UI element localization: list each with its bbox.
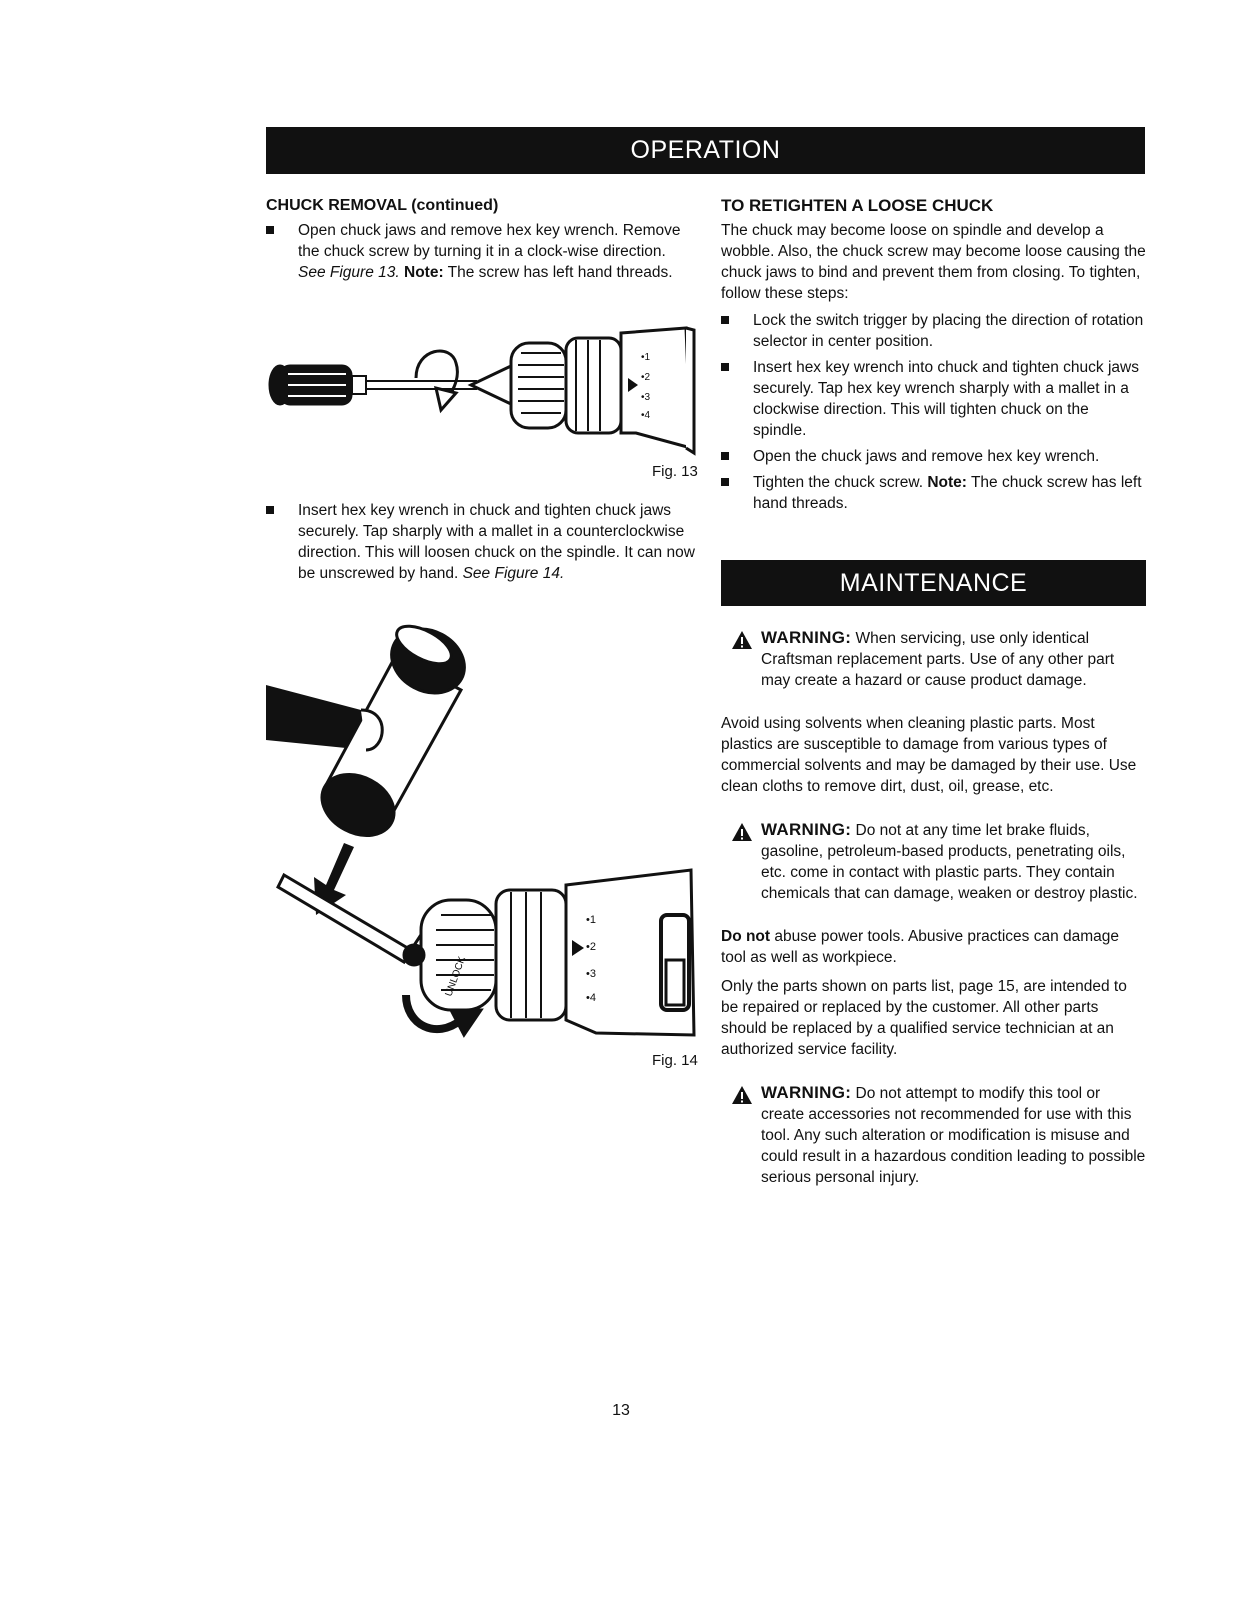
note-label: Note: <box>404 264 444 281</box>
warning-triangle-icon <box>731 1085 753 1105</box>
page-number: 13 <box>612 1402 630 1419</box>
warning-triangle-icon <box>731 630 753 650</box>
warning-2-text: Do not at any time let brake fluids, gasoline, petroleum-based products, penetrating oils, etc. come in contact with plastic parts. They contain chemicals that can damage, weaken or destroy plastic. <box>761 822 1138 902</box>
figure-14-mallet-hex-key <box>266 615 696 1055</box>
abuse-paragraph-text: abuse power tools. Abusive practices can damage tool as well as workpiece. <box>721 928 1120 966</box>
retighten-step-1: Lock the switch trigger by placing the direction of rotation selector in center position. <box>753 312 1144 350</box>
drill-chuck-icon <box>471 328 694 453</box>
retighten-intro: The chuck may become loose on spindle and develop a wobble. Also, the chuck screw may become loose causing the chuck jaws to bind and prevent them from closing. To tighten, follow these steps: <box>721 222 1146 302</box>
maintenance-banner <box>721 560 1146 606</box>
square-bullet-icon <box>266 506 274 514</box>
list-item <box>266 500 696 584</box>
square-bullet-icon <box>721 478 729 486</box>
dial-mark-1: •1 <box>641 352 651 363</box>
left-column <box>266 195 696 288</box>
see-figure-13: See Figure 13. <box>298 264 400 281</box>
retighten-steps <box>721 310 1146 514</box>
right-column <box>721 195 1146 519</box>
square-bullet-icon <box>721 316 729 324</box>
warning-block-3 <box>721 1082 1146 1188</box>
chuck-removal-step2-text: Insert hex key wrench in chuck and tighten chuck jaws securely. Tap sharply with a mallet in a counterclockwise direction. This will loosen chuck on the spindle. It can now be unscrewed by hand. <box>298 502 695 582</box>
parts-paragraph: Only the parts shown on parts list, page 15, are intended to be repaired or replaced by the customer. All other parts should be replaced by a qualified service technician at an authorized service facility. <box>721 978 1127 1058</box>
list-item <box>266 220 696 283</box>
square-bullet-icon <box>721 363 729 371</box>
retighten-step-4: Tighten the chuck screw. <box>753 474 924 491</box>
list-item <box>721 472 1146 514</box>
dial-mark-3: •3 <box>641 392 651 403</box>
dial-mark-3: •3 <box>586 968 596 980</box>
dial-mark-1: •1 <box>586 914 596 926</box>
dial-mark-2: •2 <box>586 941 596 953</box>
chuck-removal-list <box>266 220 696 283</box>
retighten-step-4-note: The chuck screw has left hand threads. <box>753 474 1142 512</box>
maintenance-section <box>721 627 1146 1188</box>
unlock-mark: UNLOCK <box>443 955 469 999</box>
warning-1-text: When servicing, use only identical Craftsman replacement parts. Use of any other part may create a hazard or cause product damage. <box>761 630 1115 689</box>
retighten-heading: TO RETIGHTEN A LOOSE CHUCK <box>721 196 994 215</box>
do-not-label: Do not <box>721 928 771 945</box>
dial-mark-2: •2 <box>641 372 651 383</box>
list-item <box>721 357 1146 441</box>
warning-label: WARNING: <box>761 628 852 647</box>
list-item <box>721 310 1146 352</box>
maintenance-banner-title: MAINTENANCE <box>839 568 1028 597</box>
abuse-paragraph <box>721 926 1146 968</box>
chuck-removal-step1-text: Open chuck jaws and remove hex key wrench. Remove the chuck screw by turning it in a clock-wise direction. <box>298 222 681 260</box>
warning-label: WARNING: <box>761 1083 852 1102</box>
square-bullet-icon <box>721 452 729 460</box>
warning-triangle-icon <box>731 822 753 842</box>
left-column-lower <box>266 500 696 589</box>
chuck-removal-heading: CHUCK REMOVAL (continued) <box>266 197 499 214</box>
figure-13-label: Fig. 13 <box>652 463 698 480</box>
list-item <box>721 446 1146 467</box>
retighten-step-2: Insert hex key wrench into chuck and tighten chuck jaws securely. Tap hex key wrench sharply with a mallet in a clockwise direction. This will tighten chuck on the spindle. <box>753 359 1139 439</box>
figure-13-drill-screwdriver <box>266 318 696 458</box>
chuck-removal-list-2 <box>266 500 696 584</box>
chuck-removal-step1-note: The screw has left hand threads. <box>447 264 673 281</box>
drill-chuck-icon <box>404 870 694 1035</box>
square-bullet-icon <box>266 226 274 234</box>
warning-3-text: Do not attempt to modify this tool or create accessories not recommended for use with this tool. Any such alteration or modification is misuse and could result in a hazardous condition leading to possible serious personal injury. <box>761 1085 1146 1186</box>
operation-banner-title: OPERATION <box>630 136 781 164</box>
warning-block-2 <box>721 819 1146 904</box>
dial-mark-4: •4 <box>586 992 596 1004</box>
operation-banner <box>266 127 1145 174</box>
note-label: Note: <box>927 474 967 491</box>
figure-14-label: Fig. 14 <box>652 1052 698 1069</box>
see-figure-14: See Figure 14. <box>462 565 565 582</box>
dial-mark-4: •4 <box>641 410 651 421</box>
warning-block-1 <box>721 627 1146 691</box>
solvents-paragraph: Avoid using solvents when cleaning plastic parts. Most plastics are susceptible to damage from various types of commercial solvents and may be damaged by their use. Use clean cloths to remove dirt, dust, oil, grease, etc. <box>721 715 1137 795</box>
retighten-step-3: Open the chuck jaws and remove hex key wrench. <box>753 448 1100 465</box>
warning-label: WARNING: <box>761 820 852 839</box>
